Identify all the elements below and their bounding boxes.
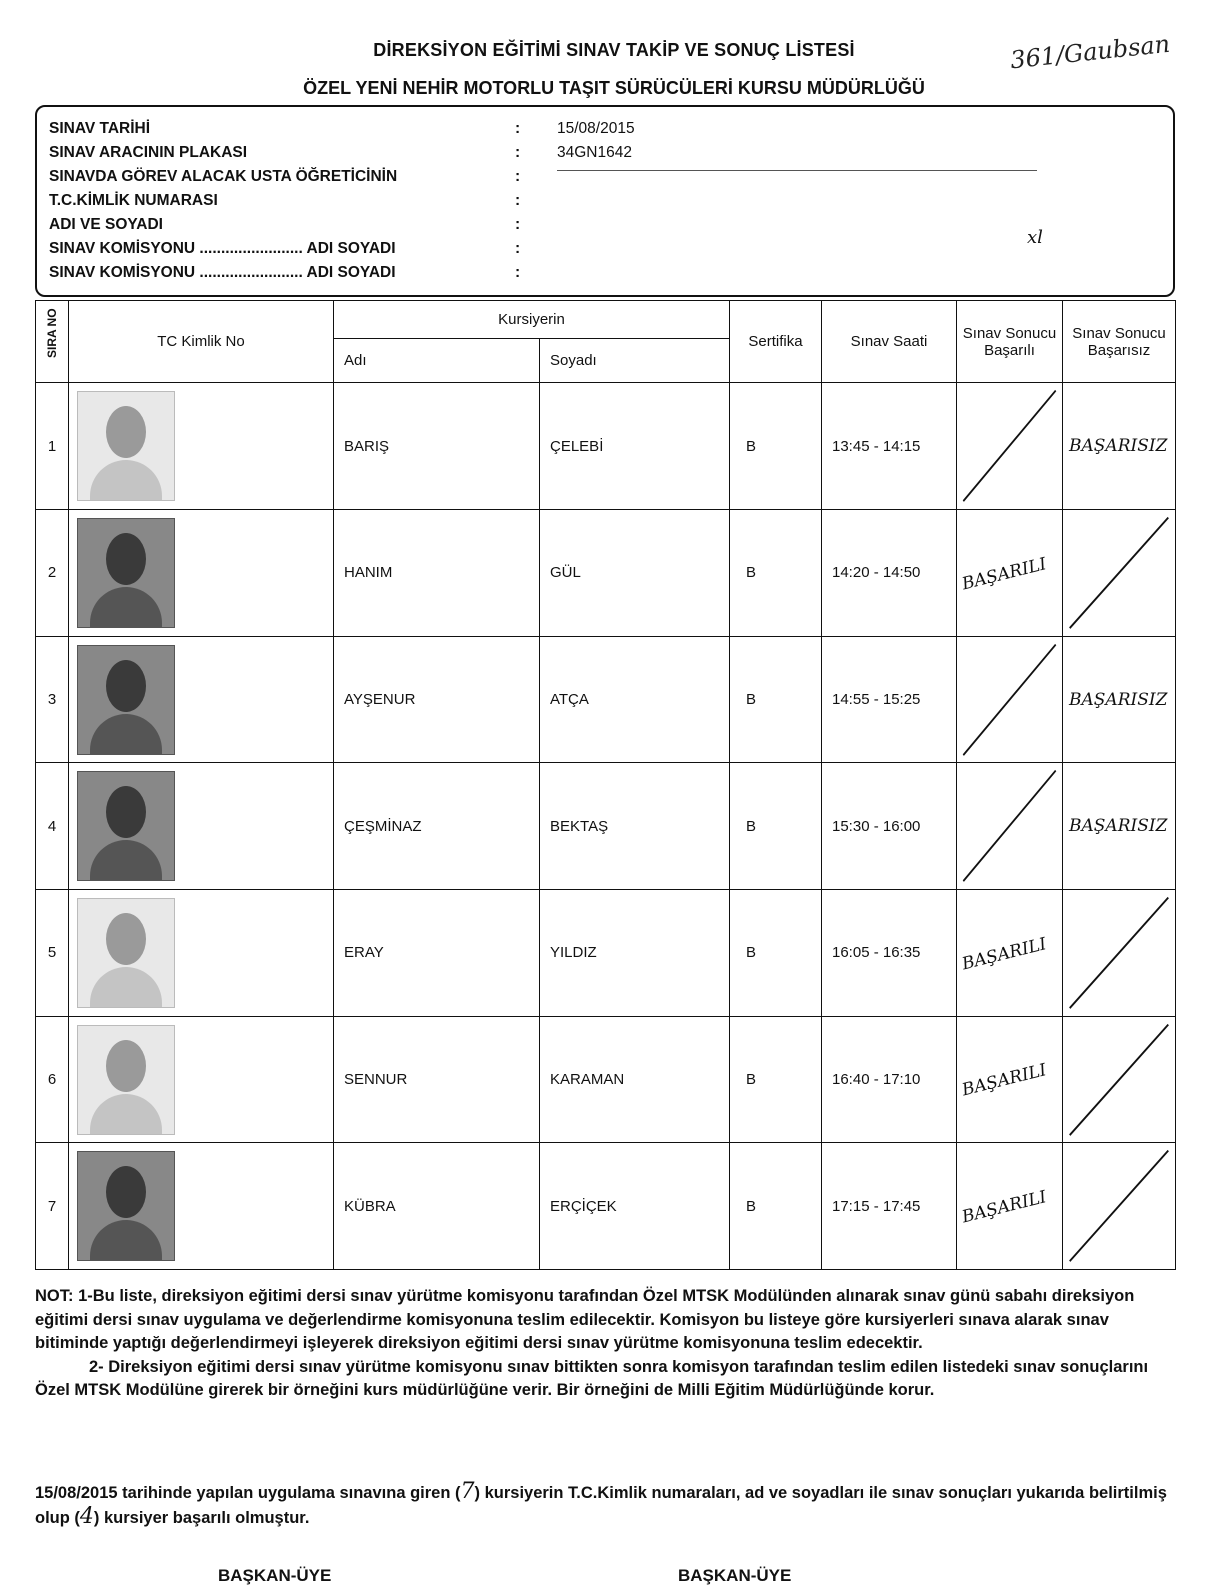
- table-row: [36, 510, 1176, 637]
- student-photo: [77, 898, 175, 1008]
- certificate-class: B: [730, 510, 822, 637]
- table-row: [36, 1016, 1176, 1143]
- handwritten-result: BAŞARISIZ: [1069, 436, 1168, 457]
- info-label-commission-1: SINAV KOMİSYONU ........................ ADI SOYADI: [49, 240, 396, 257]
- student-last-name: KARAMAN: [540, 1016, 730, 1143]
- student-photo: [77, 1151, 175, 1261]
- student-first-name: KÜBRA: [334, 1143, 540, 1270]
- row-number: 4: [36, 763, 69, 890]
- certificate-class: B: [730, 1016, 822, 1143]
- student-first-name: ÇEŞMİNAZ: [334, 763, 540, 890]
- student-first-name: BARIŞ: [334, 383, 540, 510]
- result-pass-cell: [957, 763, 1063, 890]
- info-label-date: SINAV TARİHİ: [49, 120, 151, 137]
- handwritten-result: BAŞARILI: [960, 933, 1049, 975]
- redacted-tc-number: [179, 763, 329, 889]
- exam-time: 14:20 - 14:50: [822, 510, 957, 637]
- header-sira-no: SIRA NO: [36, 301, 69, 383]
- exam-time: 14:55 - 15:25: [822, 636, 957, 763]
- student-last-name: ERÇİÇEK: [540, 1143, 730, 1270]
- student-photo: [77, 391, 175, 501]
- summary-text-2: ) kursiyerin T.C.Kimlik numaraları, ad ve soyadları ile sınav sonuçları yukarıda belirtilmiş olup (: [35, 1484, 1167, 1527]
- slash-mark: [1063, 890, 1175, 1016]
- redacted-tc-number: [179, 383, 329, 509]
- result-pass-cell: [957, 510, 1063, 637]
- exam-time: 13:45 - 14:15: [822, 383, 957, 510]
- student-photo: [77, 518, 175, 628]
- handwritten-result: BAŞARILI: [960, 1187, 1049, 1228]
- result-fail-cell: [1063, 1016, 1176, 1143]
- header-kursiyerin: Kursiyerin: [334, 301, 730, 339]
- info-colon: :: [515, 192, 521, 209]
- table-row: [36, 889, 1176, 1016]
- info-label-plate: SINAV ARACININ PLAKASI: [49, 144, 248, 161]
- tc-photo-cell: [69, 889, 334, 1016]
- exam-time: 16:05 - 16:35: [822, 889, 957, 1016]
- result-pass-cell: [957, 1143, 1063, 1270]
- redacted-tc-number: [179, 890, 329, 1016]
- institution-name: ÖZEL YENİ NEHİR MOTORLU TAŞIT SÜRÜCÜLERİ KURSU MÜDÜRLÜĞÜ: [303, 78, 925, 98]
- document-title: DİREKSİYON EĞİTİMİ SINAV TAKİP VE SONUÇ LİSTESİ: [373, 40, 855, 60]
- student-first-name: AYŞENUR: [334, 636, 540, 763]
- handwritten-result: BAŞARILI: [960, 1060, 1049, 1101]
- row-number: 2: [36, 510, 69, 637]
- header-soyadi: Soyadı: [540, 339, 730, 383]
- tc-photo-cell: [69, 383, 334, 510]
- table-row: [36, 1143, 1176, 1270]
- slash-mark: [1063, 1017, 1175, 1143]
- handwritten-pass-count: 4: [79, 1504, 94, 1529]
- signature-label-left: BAŞKAN-ÜYE: [218, 1566, 332, 1585]
- table-row: [36, 383, 1176, 510]
- student-first-name: SENNUR: [334, 1016, 540, 1143]
- info-colon: :: [515, 168, 521, 185]
- slash-mark: [957, 763, 1062, 889]
- result-fail-cell: [1063, 763, 1176, 890]
- student-first-name: ERAY: [334, 889, 540, 1016]
- student-last-name: GÜL: [540, 510, 730, 637]
- info-colon: :: [515, 216, 521, 233]
- header-sinav-saati: Sınav Saati: [822, 301, 957, 383]
- row-number: 5: [36, 889, 69, 1016]
- info-label-name: ADI VE SOYADI: [49, 216, 163, 233]
- redacted-tc-number: [179, 637, 329, 763]
- row-number: 6: [36, 1016, 69, 1143]
- student-photo: [77, 1025, 175, 1135]
- summary-statement: [35, 1480, 1185, 1530]
- handwritten-corner-note: 361/Gaubsan: [1008, 29, 1172, 75]
- slash-mark: [1063, 510, 1175, 636]
- slash-mark: [957, 383, 1062, 509]
- tc-photo-cell: [69, 1016, 334, 1143]
- certificate-class: B: [730, 383, 822, 510]
- handwritten-total-count: 7: [460, 1479, 475, 1504]
- exam-results-table: [35, 300, 1176, 1270]
- result-fail-cell: [1063, 510, 1176, 637]
- header-basarili: Sınav Sonucu Başarılı: [957, 301, 1063, 383]
- result-pass-cell: [957, 1016, 1063, 1143]
- header-sertifika: Sertifika: [730, 301, 822, 383]
- slash-mark: [1063, 1143, 1175, 1269]
- result-pass-cell: [957, 383, 1063, 510]
- table-row: [36, 636, 1176, 763]
- tc-photo-cell: [69, 1143, 334, 1270]
- tc-photo-cell: [69, 763, 334, 890]
- student-photo: [77, 645, 175, 755]
- info-colon: :: [515, 144, 521, 161]
- certificate-class: B: [730, 636, 822, 763]
- row-number: 1: [36, 383, 69, 510]
- instructor-underline: [557, 170, 1037, 171]
- tc-photo-cell: [69, 636, 334, 763]
- exam-time: 17:15 - 17:45: [822, 1143, 957, 1270]
- info-label-tc: T.C.KİMLİK NUMARASI: [49, 192, 218, 209]
- handwritten-result: BAŞARILI: [960, 554, 1049, 595]
- exam-info-box: [35, 105, 1175, 297]
- certificate-class: B: [730, 889, 822, 1016]
- note-paragraph-1: NOT: 1-Bu liste, direksiyon eğitimi dersi sınav yürütme komisyonu tarafından Özel MTSK Modülünden alınarak sınav günü sabahı direksiyon eğitimi dersi sınav uygulama ve değerlendirme komisyonuna teslim edilecektir. Komisyon bu listeye göre kursiyerleri sınava alarak sınav bitiminde yaptığı değerlendirmeyi işleyerek direksiyon eğitimi dersi sınav yürütme komisyonuna teslim edecektir.: [35, 1287, 1135, 1352]
- info-value-date: 15/08/2015: [557, 120, 635, 137]
- info-colon: :: [515, 240, 521, 257]
- result-pass-cell: [957, 889, 1063, 1016]
- note-paragraph-2: 2- Direksiyon eğitimi dersi sınav yürütme komisyonu sınav bittikten sonra komisyon tarafından teslim edilen listedeki sınav sonuçlarını Özel MTSK Modülüne girerek bir örneğini kurs müdürlüğüne verir. Bir örneğini de Milli Eğitim Müdürlüğünde korur.: [35, 1357, 1149, 1399]
- student-photo: [77, 771, 175, 881]
- certificate-class: B: [730, 763, 822, 890]
- student-last-name: YILDIZ: [540, 889, 730, 1016]
- header-tc-kimlik: TC Kimlik No: [69, 301, 334, 383]
- result-fail-cell: [1063, 1143, 1176, 1270]
- info-value-plate: 34GN1642: [557, 144, 632, 161]
- info-colon: :: [515, 264, 521, 281]
- summary-text-1: 15/08/2015 tarihinde yapılan uygulama sınavına giren (: [35, 1484, 461, 1502]
- info-colon: :: [515, 120, 521, 137]
- handwritten-result: BAŞARISIZ: [1069, 816, 1168, 837]
- row-number: 3: [36, 636, 69, 763]
- result-fail-cell: [1063, 383, 1176, 510]
- student-last-name: ATÇA: [540, 636, 730, 763]
- redacted-tc-number: [179, 1017, 329, 1143]
- row-number: 7: [36, 1143, 69, 1270]
- certificate-class: B: [730, 1143, 822, 1270]
- tc-photo-cell: [69, 510, 334, 637]
- summary-text-3: ) kursiyer başarılı olmuştur.: [93, 1509, 310, 1527]
- result-fail-cell: [1063, 636, 1176, 763]
- info-label-instructor: SINAVDA GÖREV ALACAK USTA ÖĞRETİCİNİN: [49, 168, 398, 185]
- header-basarisiz: Sınav Sonucu Başarısız: [1063, 301, 1176, 383]
- info-label-commission-2: SINAV KOMİSYONU ........................ ADI SOYADI: [49, 264, 396, 281]
- exam-time: 15:30 - 16:00: [822, 763, 957, 890]
- result-fail-cell: [1063, 889, 1176, 1016]
- exam-time: 16:40 - 17:10: [822, 1016, 957, 1143]
- handwritten-result: BAŞARISIZ: [1069, 689, 1168, 710]
- student-last-name: BEKTAŞ: [540, 763, 730, 890]
- student-last-name: ÇELEBİ: [540, 383, 730, 510]
- header-adi: Adı: [334, 339, 540, 383]
- table-row: [36, 763, 1176, 890]
- signature-label-right: BAŞKAN-ÜYE: [678, 1566, 792, 1585]
- result-pass-cell: [957, 636, 1063, 763]
- slash-mark: [957, 637, 1062, 763]
- handwritten-scribble: xl: [1027, 227, 1043, 248]
- redacted-tc-number: [179, 1143, 329, 1269]
- note-section: [35, 1285, 1185, 1403]
- redacted-tc-number: [179, 510, 329, 636]
- student-first-name: HANIM: [334, 510, 540, 637]
